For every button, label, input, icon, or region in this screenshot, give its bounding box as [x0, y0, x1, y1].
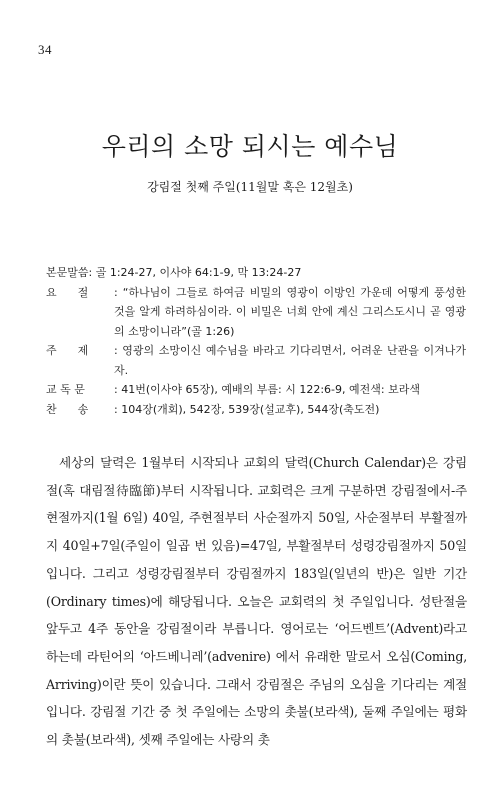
info-value-responsive-reading: : 41번(이사야 65장), 예배의 부름: 시 122:6-9, 예전색: 보라색	[114, 383, 420, 396]
sermon-info-block	[46, 263, 466, 419]
info-label-summary: 요 절	[46, 285, 89, 299]
info-row-summary	[46, 283, 466, 342]
info-row-responsive-reading	[46, 380, 466, 400]
sermon-title: 우리의 소망 되시는 예수님	[101, 132, 399, 161]
info-value-theme: : 영광의 소망이신 예수님을 바라고 기다리면서, 어려운 난관을 이겨나가자.	[114, 344, 466, 377]
info-row-hymns	[46, 400, 466, 420]
info-value-hymns: : 104장(개회), 542장, 539장(설교후), 544장(축도전)	[114, 402, 380, 416]
sermon-subtitle: 강림절 첫째 주일(11월말 혹은 12월초)	[147, 180, 353, 194]
info-value-scripture: : 골 1:24-27, 이사야 64:1-9, 막 13:24-27	[88, 266, 302, 279]
info-value-summary: : “하나님이 그들로 하여금 비밀의 영광이 이방인 가운데 어떻게 풍성한 것을 알게 하려하심이라. 이 비밀은 너희 안에 계신 그리스도시니 곧 영광의 소망이니라”(골 1:26)	[114, 285, 466, 338]
page-number: 34	[38, 42, 52, 57]
info-row-theme	[46, 341, 466, 380]
info-row-scripture	[46, 263, 466, 283]
info-label-theme: 주 제	[46, 344, 89, 357]
sermon-body-paragraph: 세상의 달력은 1월부터 시작되나 교회의 달력(Church Calendar)은 강림절(혹 대림절待臨節)부터 시작됩니다. 교회력은 크게 구분하면 강림절에서-주현절까지(1월 6일) 40일, 주현절부터 사순절까지 50일, 사순절부터 부활절까지 40일+7일(주일이 일곱 번 있음)=47일, 부활절부터 성령강림절까지 50일입니다. 그리고 성령강림절부터 강림절까지 183일(일년의 반)은 일반 기간(Ordinary times)에 해당됩니다. 오늘은 교회력의 첫 주일입니다. 성탄절을 앞두고 4주 동안을 강림절이라 부릅니다. 영어로는 ‘어드벤트’(Advent)라고 하는데 라틴어의 ‘아드베니레’(advenire) 에서 유래한 말로서 오심(Coming, Arriving)이란 뜻이 있습니다. 그래서 강림절은 주님의 오심을 기다리는 계절입니다. 강림절 기간 중 첫 주일에는 소망의 촛불(보라색), 둘째 주일에는 평화의 촛불(보라색), 셋째 주일에는 사랑의 촛	[46, 455, 467, 748]
info-label-hymns: 찬 송	[46, 402, 89, 416]
info-label-scripture: 본문말씀	[46, 266, 89, 279]
info-label-responsive-reading: 교 독 문	[46, 383, 85, 396]
